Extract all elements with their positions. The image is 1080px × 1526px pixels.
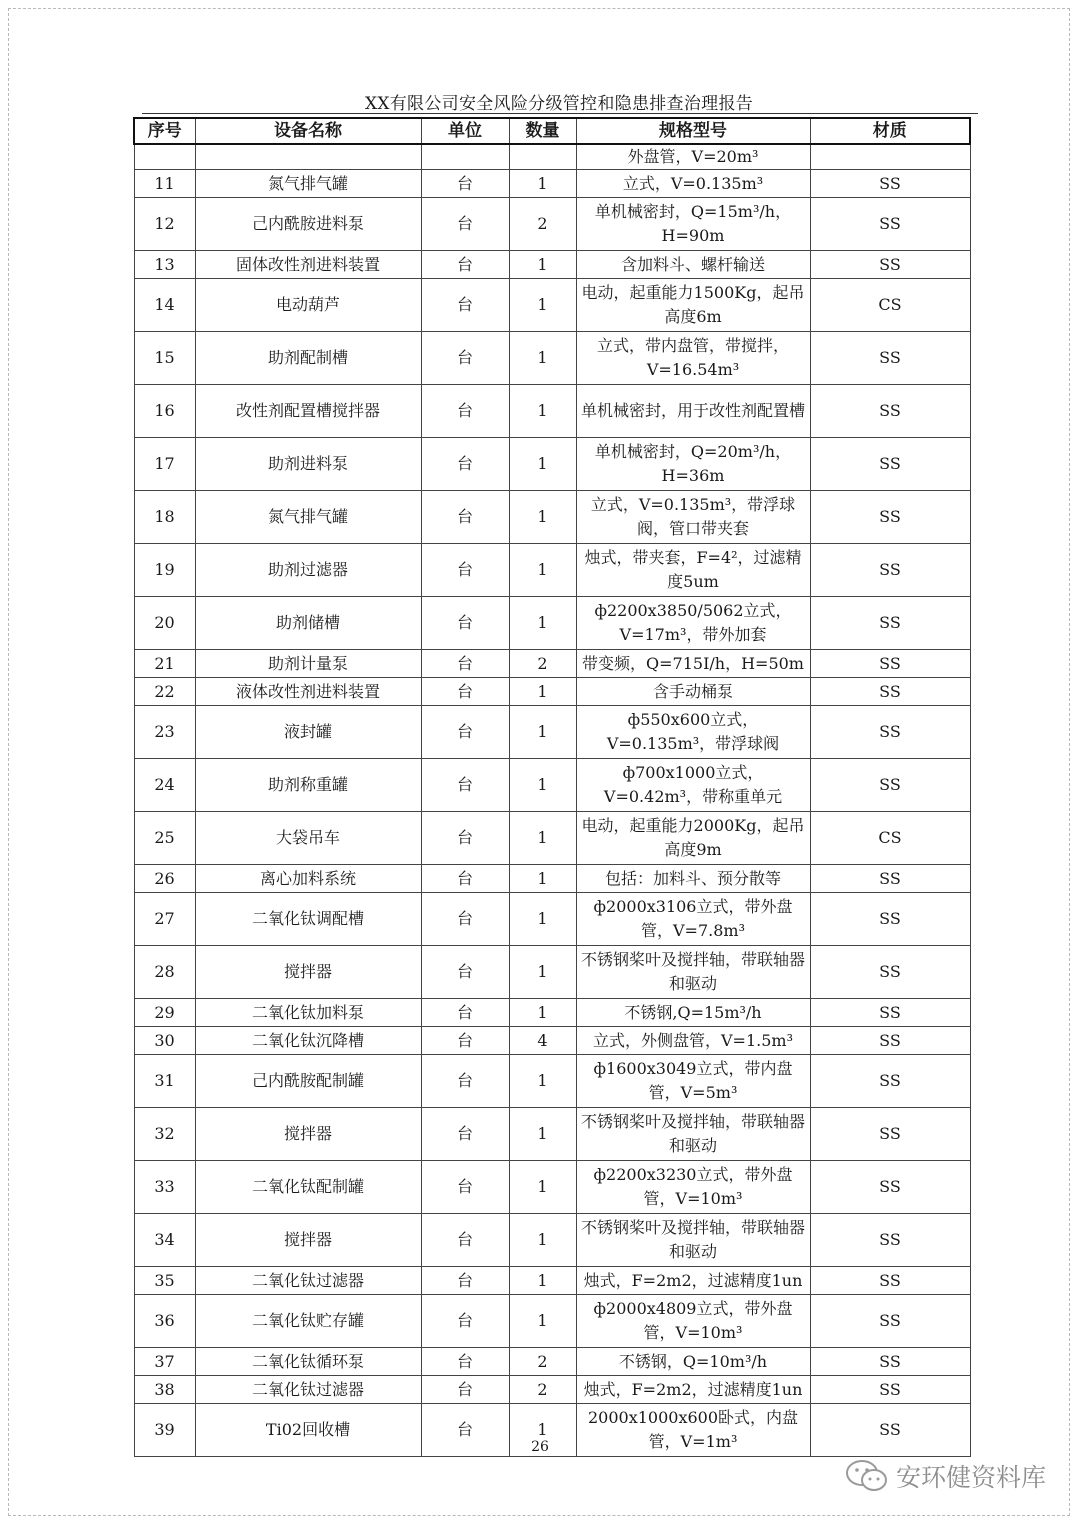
cell-no: 31 <box>134 1055 195 1108</box>
cell-no <box>134 144 195 170</box>
cell-material: SS <box>810 893 970 946</box>
cell-material: SS <box>810 946 970 999</box>
cell-unit: 台 <box>421 251 509 279</box>
table-row <box>134 1376 970 1404</box>
cell-no: 29 <box>134 999 195 1027</box>
cell-no: 14 <box>134 279 195 332</box>
cell-qty: 4 <box>509 1027 576 1055</box>
cell-material: SS <box>810 385 970 438</box>
cell-no: 24 <box>134 759 195 812</box>
table-row <box>134 706 970 759</box>
cell-spec: 电动，起重能力2000Kg，起吊高度9m <box>576 812 810 865</box>
cell-spec: ф2000x4809立式，带外盘管，V=10m³ <box>576 1295 810 1348</box>
cell-material: SS <box>810 1055 970 1108</box>
cell-no: 38 <box>134 1376 195 1404</box>
cell-name <box>195 144 421 170</box>
cell-unit: 台 <box>421 544 509 597</box>
cell-qty: 1 <box>509 1161 576 1214</box>
cell-qty: 1 <box>509 812 576 865</box>
cell-no: 13 <box>134 251 195 279</box>
cell-unit: 台 <box>421 650 509 678</box>
cell-spec: ф1600x3049立式，带内盘管，V=5m³ <box>576 1055 810 1108</box>
cell-material: SS <box>810 1295 970 1348</box>
cell-qty: 1 <box>509 678 576 706</box>
cell-spec: 不锈钢桨叶及搅拌轴，带联轴器和驱动 <box>576 1214 810 1267</box>
cell-name: 搅拌器 <box>195 1214 421 1267</box>
cell-no: 33 <box>134 1161 195 1214</box>
cell-no: 22 <box>134 678 195 706</box>
cell-unit: 台 <box>421 438 509 491</box>
cell-qty: 1 <box>509 1404 576 1457</box>
cell-no: 36 <box>134 1295 195 1348</box>
cell-name: 助剂计量泵 <box>195 650 421 678</box>
cell-material: SS <box>810 332 970 385</box>
cell-name: 二氧化钛过滤器 <box>195 1376 421 1404</box>
cell-material: SS <box>810 1267 970 1295</box>
cell-no: 17 <box>134 438 195 491</box>
cell-name: 改性剂配置槽搅拌器 <box>195 385 421 438</box>
cell-name: Ti02回收槽 <box>195 1404 421 1457</box>
cell-unit: 台 <box>421 1295 509 1348</box>
table-row <box>134 1027 970 1055</box>
cell-qty: 1 <box>509 251 576 279</box>
cell-material: SS <box>810 1376 970 1404</box>
cell-qty: 1 <box>509 385 576 438</box>
cell-unit: 台 <box>421 812 509 865</box>
cell-material: SS <box>810 650 970 678</box>
cell-spec: 含手动桶泵 <box>576 678 810 706</box>
cell-no: 19 <box>134 544 195 597</box>
cell-spec: 单机械密封，用于改性剂配置槽 <box>576 385 810 438</box>
cell-unit: 台 <box>421 1161 509 1214</box>
table-row <box>134 1161 970 1214</box>
watermark-text: 安环健资料库 <box>895 1463 1046 1492</box>
header-spec: 规格型号 <box>576 118 810 144</box>
table-row <box>134 759 970 812</box>
cell-name: 离心加料系统 <box>195 865 421 893</box>
cell-no: 20 <box>134 597 195 650</box>
cell-unit: 台 <box>421 999 509 1027</box>
cell-spec: ф2000x3106立式，带外盘管，V=7.8m³ <box>576 893 810 946</box>
table-row <box>134 1295 970 1348</box>
cell-unit: 台 <box>421 1108 509 1161</box>
cell-no: 34 <box>134 1214 195 1267</box>
cell-qty: 2 <box>509 198 576 251</box>
cell-no: 35 <box>134 1267 195 1295</box>
table-row <box>134 251 970 279</box>
cell-unit <box>421 144 509 170</box>
table-row <box>134 544 970 597</box>
table-row <box>134 1214 970 1267</box>
cell-name: 二氧化钛贮存罐 <box>195 1295 421 1348</box>
table-row <box>134 678 970 706</box>
table-row <box>134 491 970 544</box>
cell-material: SS <box>810 597 970 650</box>
cell-unit: 台 <box>421 1214 509 1267</box>
cell-qty: 1 <box>509 438 576 491</box>
table-row <box>134 332 970 385</box>
cell-name: 助剂配制槽 <box>195 332 421 385</box>
cell-no: 11 <box>134 170 195 198</box>
cell-material: SS <box>810 1404 970 1457</box>
cell-qty: 1 <box>509 1055 576 1108</box>
cell-material: CS <box>810 812 970 865</box>
cell-qty: 2 <box>509 1376 576 1404</box>
cell-qty: 1 <box>509 279 576 332</box>
cell-no: 30 <box>134 1027 195 1055</box>
cell-name: 大袋吊车 <box>195 812 421 865</box>
table-row <box>134 438 970 491</box>
table-row <box>134 198 970 251</box>
cell-name: 二氧化钛配制罐 <box>195 1161 421 1214</box>
cell-unit: 台 <box>421 279 509 332</box>
cell-material: SS <box>810 251 970 279</box>
cell-unit: 台 <box>421 678 509 706</box>
cell-spec: ф2200x3230立式，带外盘管，V=10m³ <box>576 1161 810 1214</box>
cell-unit: 台 <box>421 1348 509 1376</box>
cell-qty <box>509 144 576 170</box>
cell-qty: 2 <box>509 1348 576 1376</box>
cell-no: 15 <box>134 332 195 385</box>
cell-unit: 台 <box>421 1404 509 1457</box>
cell-spec: ф550x600立式，V=0.135m³，带浮球阀 <box>576 706 810 759</box>
cell-qty: 1 <box>509 1267 576 1295</box>
cell-qty: 1 <box>509 170 576 198</box>
cell-no: 26 <box>134 865 195 893</box>
document-title: XX有限公司安全风险分级管控和隐患排查治理报告 <box>364 94 754 114</box>
table-row <box>134 865 970 893</box>
cell-no: 23 <box>134 706 195 759</box>
table-row <box>134 170 970 198</box>
cell-no: 39 <box>134 1404 195 1457</box>
cell-no: 25 <box>134 812 195 865</box>
header-qty: 数量 <box>509 118 576 144</box>
table-row <box>134 1055 970 1108</box>
cell-material: SS <box>810 759 970 812</box>
cell-name: 助剂称重罐 <box>195 759 421 812</box>
cell-unit: 台 <box>421 170 509 198</box>
cell-name: 液体改性剂进料装置 <box>195 678 421 706</box>
cell-spec: 烛式，F=2m2，过滤精度1un <box>576 1376 810 1404</box>
table-row <box>134 279 970 332</box>
cell-material <box>810 144 970 170</box>
cell-no: 28 <box>134 946 195 999</box>
table-row <box>134 144 970 170</box>
cell-spec: 单机械密封，Q=20m³/h，H=36m <box>576 438 810 491</box>
page-number: 26 <box>531 1439 549 1455</box>
cell-no: 37 <box>134 1348 195 1376</box>
cell-qty: 1 <box>509 332 576 385</box>
cell-material: SS <box>810 678 970 706</box>
cell-material: SS <box>810 865 970 893</box>
cell-material: SS <box>810 1108 970 1161</box>
cell-spec: 带变频，Q=715I/h，H=50m <box>576 650 810 678</box>
cell-spec: 立式，V=0.135m³，带浮球阀，管口带夹套 <box>576 491 810 544</box>
equipment-table <box>133 117 971 1457</box>
header-material: 材质 <box>810 118 970 144</box>
cell-qty: 1 <box>509 1108 576 1161</box>
cell-name: 固体改性剂进料装置 <box>195 251 421 279</box>
table-row <box>134 597 970 650</box>
cell-name: 氮气排气罐 <box>195 491 421 544</box>
cell-qty: 1 <box>509 706 576 759</box>
cell-unit: 台 <box>421 597 509 650</box>
table-row <box>134 812 970 865</box>
cell-name: 二氧化钛加料泵 <box>195 999 421 1027</box>
table-row <box>134 385 970 438</box>
cell-spec: 立式，外侧盘管，V=1.5m³ <box>576 1027 810 1055</box>
cell-unit: 台 <box>421 198 509 251</box>
cell-unit: 台 <box>421 893 509 946</box>
cell-no: 18 <box>134 491 195 544</box>
cell-name: 二氧化钛沉降槽 <box>195 1027 421 1055</box>
cell-spec: 不锈钢桨叶及搅拌轴，带联轴器和驱动 <box>576 946 810 999</box>
cell-qty: 1 <box>509 544 576 597</box>
cell-spec: 2000x1000x600卧式，内盘管，V=1m³ <box>576 1404 810 1457</box>
cell-name: 助剂进料泵 <box>195 438 421 491</box>
cell-unit: 台 <box>421 946 509 999</box>
cell-material: SS <box>810 438 970 491</box>
cell-spec: 包括：加料斗、预分散等 <box>576 865 810 893</box>
cell-spec: ф2200x3850/5062立式，V=17m³，带外加套 <box>576 597 810 650</box>
cell-name: 搅拌器 <box>195 946 421 999</box>
cell-spec: 不锈钢，Q=10m³/h <box>576 1348 810 1376</box>
cell-name: 搅拌器 <box>195 1108 421 1161</box>
cell-unit: 台 <box>421 759 509 812</box>
cell-qty: 1 <box>509 865 576 893</box>
cell-qty: 2 <box>509 650 576 678</box>
cell-qty: 1 <box>509 1295 576 1348</box>
cell-name: 二氧化钛过滤器 <box>195 1267 421 1295</box>
table-row <box>134 893 970 946</box>
cell-material: SS <box>810 1161 970 1214</box>
cell-qty: 1 <box>509 893 576 946</box>
header-no: 序号 <box>134 118 195 144</box>
cell-qty: 1 <box>509 759 576 812</box>
cell-material: SS <box>810 1214 970 1267</box>
cell-spec: 外盘管，V=20m³ <box>576 144 810 170</box>
cell-material: CS <box>810 279 970 332</box>
cell-material: SS <box>810 1348 970 1376</box>
cell-unit: 台 <box>421 491 509 544</box>
cell-material: SS <box>810 544 970 597</box>
cell-unit: 台 <box>421 332 509 385</box>
cell-no: 32 <box>134 1108 195 1161</box>
table-row <box>134 1348 970 1376</box>
cell-no: 16 <box>134 385 195 438</box>
cell-name: 己内酰胺配制罐 <box>195 1055 421 1108</box>
cell-spec: 烛式，带夹套，F=4²，过滤精度5um <box>576 544 810 597</box>
cell-spec: 立式，带内盘管，带搅拌，V=16.54m³ <box>576 332 810 385</box>
cell-material: SS <box>810 1027 970 1055</box>
cell-unit: 台 <box>421 1267 509 1295</box>
header-unit: 单位 <box>421 118 509 144</box>
cell-qty: 1 <box>509 491 576 544</box>
table-row <box>134 946 970 999</box>
cell-material: SS <box>810 491 970 544</box>
cell-material: SS <box>810 999 970 1027</box>
cell-spec: 单机械密封，Q=15m³/h，H=90m <box>576 198 810 251</box>
cell-unit: 台 <box>421 385 509 438</box>
cell-name: 电动葫芦 <box>195 279 421 332</box>
cell-name: 液封罐 <box>195 706 421 759</box>
cell-name: 助剂储槽 <box>195 597 421 650</box>
cell-material: SS <box>810 706 970 759</box>
cell-unit: 台 <box>421 1055 509 1108</box>
wechat-icon <box>844 1458 890 1494</box>
cell-no: 27 <box>134 893 195 946</box>
cell-name: 氮气排气罐 <box>195 170 421 198</box>
cell-unit: 台 <box>421 865 509 893</box>
cell-no: 21 <box>134 650 195 678</box>
cell-unit: 台 <box>421 706 509 759</box>
table-header-row <box>134 118 970 144</box>
cell-name: 己内酰胺进料泵 <box>195 198 421 251</box>
cell-qty: 1 <box>509 946 576 999</box>
table-row <box>134 1108 970 1161</box>
cell-spec: 烛式，F=2m2，过滤精度1un <box>576 1267 810 1295</box>
header-rule <box>142 113 978 114</box>
cell-unit: 台 <box>421 1027 509 1055</box>
cell-material: SS <box>810 198 970 251</box>
cell-spec: ф700x1000立式，V=0.42m³，带称重单元 <box>576 759 810 812</box>
cell-qty: 1 <box>509 999 576 1027</box>
cell-no: 12 <box>134 198 195 251</box>
table-row <box>134 650 970 678</box>
cell-material: SS <box>810 170 970 198</box>
cell-qty: 1 <box>509 1214 576 1267</box>
cell-unit: 台 <box>421 1376 509 1404</box>
cell-spec: 立式，V=0.135m³ <box>576 170 810 198</box>
cell-name: 二氧化钛循环泵 <box>195 1348 421 1376</box>
cell-name: 助剂过滤器 <box>195 544 421 597</box>
cell-qty: 1 <box>509 597 576 650</box>
header-name: 设备名称 <box>195 118 421 144</box>
cell-spec: 不锈钢,Q=15m³/h <box>576 999 810 1027</box>
table-row <box>134 1267 970 1295</box>
cell-spec: 不锈钢桨叶及搅拌轴，带联轴器和驱动 <box>576 1108 810 1161</box>
cell-spec: 含加料斗、螺杆输送 <box>576 251 810 279</box>
watermark <box>844 1458 1046 1494</box>
cell-name: 二氧化钛调配槽 <box>195 893 421 946</box>
table-row <box>134 999 970 1027</box>
cell-spec: 电动，起重能力1500Kg，起吊高度6m <box>576 279 810 332</box>
